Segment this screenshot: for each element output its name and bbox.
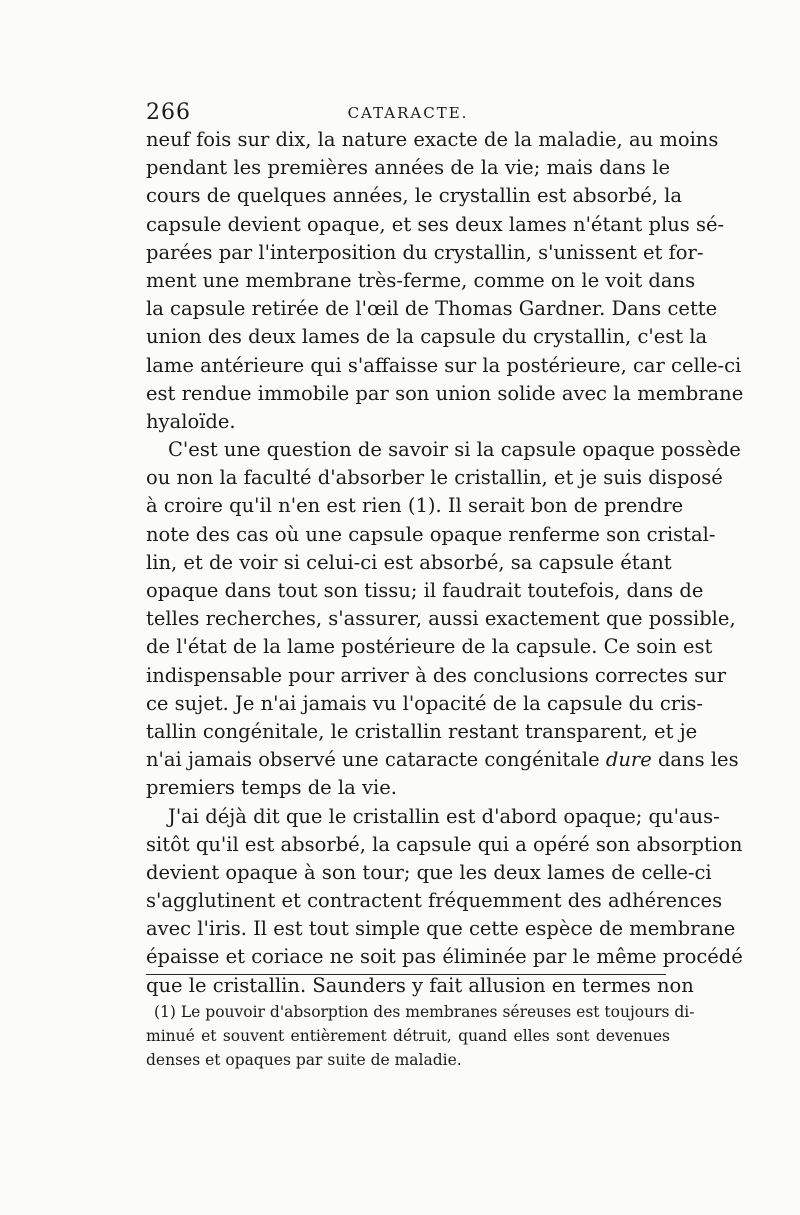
- text-line: C'est une question de savoir si la capsule opaque possède: [168, 438, 741, 462]
- text-line: pendant les premières années de la vie; mais dans le: [146, 156, 670, 180]
- text-line: la capsule retirée de l'œil de Thomas Gardner. Dans cette: [146, 297, 718, 321]
- text-line: union des deux lames de la capsule du crystallin, c'est la: [146, 325, 708, 349]
- text-line: indispensable pour arriver à des conclusions correctes sur: [146, 663, 727, 687]
- text-line: avec l'iris. Il est tout simple que cette espèce de membrane: [146, 917, 736, 941]
- text-line: est rendue immobile par son union solide avec la membrane: [146, 381, 744, 405]
- footnote: [146, 1000, 695, 1072]
- text-line: à croire qu'il n'en est rien (1). Il serait bon de prendre: [146, 494, 684, 518]
- text-line: J'ai déjà dit que le cristallin est d'abord opaque; qu'aus-: [168, 804, 720, 828]
- text-line: s'agglutinent et contractent fréquemment des adhérences: [146, 889, 723, 913]
- text-line: note des cas où une capsule opaque renferme son cristal-: [146, 522, 716, 546]
- text-line: premiers temps de la vie.: [146, 776, 397, 800]
- footnote-line: denses et opaques par suite de maladie.: [146, 1051, 462, 1069]
- text-line: neuf fois sur dix, la nature exacte de la maladie, au moins: [146, 128, 719, 151]
- text-line: sitôt qu'il est absorbé, la capsule qui a opéré son absorption: [146, 832, 743, 856]
- italic-word: dure: [605, 748, 652, 772]
- text-line: lame antérieure qui s'affaisse sur la postérieure, car celle-ci: [146, 353, 742, 377]
- footnote-line: minué et souvent entièrement détruit, quand elles sont devenues: [146, 1027, 670, 1045]
- text-line: telles recherches, s'assurer, aussi exactement que possible,: [146, 607, 736, 631]
- text-line: hyaloïde.: [146, 409, 236, 433]
- text-line: cours de quelques années, le crystallin est absorbé, la: [146, 184, 683, 208]
- footnote-rule: [146, 974, 666, 975]
- footnote-line: (1) Le pouvoir d'absorption des membranes séreuses est toujours di-: [154, 1003, 695, 1021]
- text-segment: dans les: [651, 748, 739, 772]
- body-text: [146, 126, 744, 1000]
- text-line: parées par l'interposition du crystallin, s'unissent et for-: [146, 240, 704, 264]
- text-line: tallin congénitale, le cristallin restant transparent, et je: [146, 719, 698, 743]
- text-segment: n'ai jamais observé une cataracte congénitale: [146, 748, 606, 772]
- text-line: ou non la faculté d'absorber le cristallin, et je suis disposé: [146, 466, 723, 490]
- text-line: devient opaque à son tour; que les deux lames de celle-ci: [146, 860, 712, 884]
- text-line: lin, et de voir si celui-ci est absorbé, sa capsule étant: [146, 550, 672, 574]
- running-title: CATARACTE.: [347, 104, 469, 122]
- text-line: que le cristallin. Saunders y fait allusion en termes non: [146, 973, 694, 997]
- text-line: ment une membrane très-ferme, comme on le voit dans: [146, 268, 696, 292]
- text-line: capsule devient opaque, et ses deux lames n'étant plus sé-: [146, 212, 725, 236]
- text-line: ce sujet. Je n'ai jamais vu l'opacité de la capsule du cris-: [146, 691, 703, 715]
- page-number: 266: [146, 100, 191, 125]
- text-line: opaque dans tout son tissu; il faudrait toutefois, dans de: [146, 579, 704, 602]
- text-line: de l'état de la lame postérieure de la capsule. Ce soin est: [146, 635, 713, 659]
- text-line: [146, 746, 739, 774]
- text-line: épaisse et coriace ne soit pas éliminée par le même procédé: [146, 945, 743, 969]
